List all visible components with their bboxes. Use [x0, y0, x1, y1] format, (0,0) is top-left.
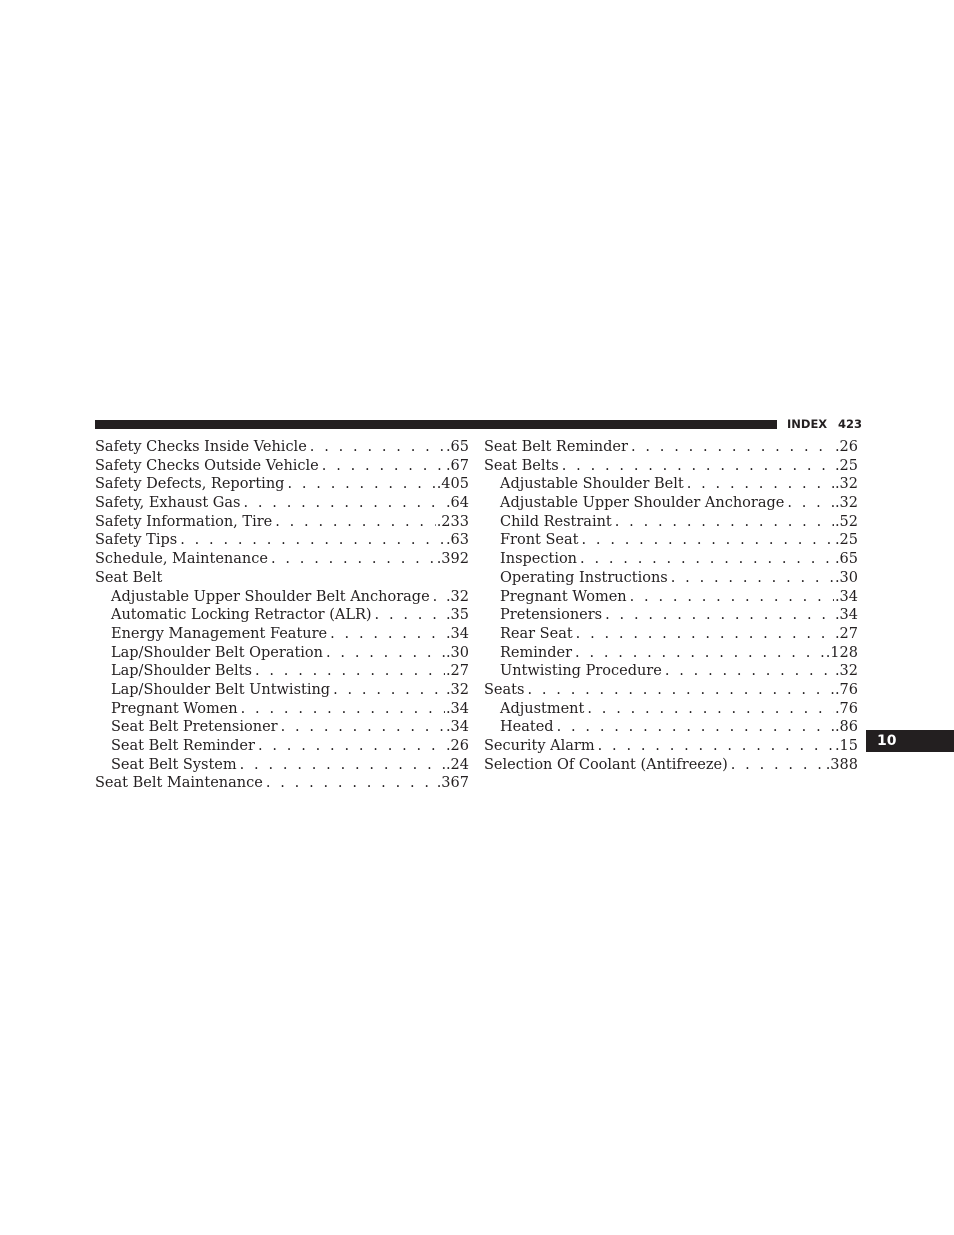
- index-term: Seat Belt Reminder: [484, 439, 628, 455]
- dot-leader: [562, 457, 834, 476]
- index-term: Seat Belt: [95, 569, 163, 586]
- index-subentry: [484, 513, 858, 532]
- index-term: Seat Belt Pretensioner: [111, 719, 278, 736]
- index-term: Reminder: [500, 644, 573, 661]
- index-subentry: [95, 700, 469, 719]
- dot-leader: [731, 756, 825, 775]
- header-rule: [95, 420, 777, 429]
- index-term: Energy Management Feature: [111, 625, 328, 642]
- index-page-ref: .26: [445, 738, 469, 754]
- dot-leader: [271, 550, 436, 569]
- dot-leader: [580, 550, 834, 569]
- index-page-ref: .25: [834, 457, 858, 474]
- index-page-ref: .405: [436, 476, 469, 493]
- index-page-ref: .388: [825, 756, 858, 773]
- index-page-ref: .27: [445, 663, 469, 680]
- dot-leader: [615, 513, 834, 532]
- dot-leader: [255, 662, 445, 681]
- index-term: Operating Instructions: [500, 569, 668, 586]
- index-page-ref: .367: [436, 775, 469, 792]
- index-entry: [95, 513, 469, 532]
- index-page-ref: .35: [445, 607, 469, 624]
- dot-leader: [258, 737, 445, 756]
- index-page-ref: .30: [834, 569, 858, 586]
- index-page-ref: .32: [834, 476, 858, 493]
- index-term: Safety Checks Outside Vehicle: [95, 457, 319, 474]
- dot-leader: [287, 475, 435, 494]
- dot-leader: [587, 700, 834, 719]
- page-number: 423: [838, 417, 863, 431]
- index-subentry: [484, 644, 858, 663]
- index-term: Adjustment: [500, 700, 585, 717]
- dot-leader: [575, 644, 825, 663]
- dot-leader: [598, 737, 834, 756]
- index-term: Seat Belt Maintenance: [95, 775, 263, 792]
- index-column-left: [95, 438, 469, 793]
- index-page-ref: .27: [834, 625, 858, 642]
- index-term: Adjustable Upper Shoulder Anchorage: [500, 495, 785, 512]
- index-page-ref: .34: [445, 700, 469, 717]
- index-entry: [95, 774, 469, 793]
- index-subentry: [95, 718, 469, 737]
- index-page-ref: .34: [445, 625, 469, 642]
- index-subentry: [95, 606, 469, 625]
- index-page-ref: .32: [445, 681, 469, 698]
- index-entry: [95, 475, 469, 494]
- index-term: Seat Belt Reminder: [111, 738, 255, 754]
- dot-leader: [605, 606, 834, 625]
- index-page-ref: .76: [834, 681, 858, 698]
- index-term: Rear Seat: [500, 625, 573, 642]
- index-term: Heated: [500, 719, 554, 736]
- index-entry: [484, 737, 858, 756]
- index-term: Untwisting Procedure: [500, 663, 662, 680]
- index-page-ref: .34: [834, 588, 858, 605]
- index-page-ref: .30: [445, 644, 469, 661]
- index-subentry: [95, 681, 469, 700]
- index-page-ref: .233: [436, 513, 469, 530]
- index-term: Selection Of Coolant (Antifreeze): [484, 756, 728, 773]
- index-term: Lap/Shoulder Belt Operation: [111, 644, 323, 661]
- dot-leader: [326, 644, 445, 663]
- dot-leader: [240, 756, 445, 775]
- dot-leader: [333, 681, 445, 700]
- index-term: Security Alarm: [484, 738, 595, 754]
- chapter-tab: 10: [866, 730, 954, 752]
- index-term: Lap/Shoulder Belts: [111, 663, 252, 680]
- dot-leader: [671, 569, 834, 588]
- index-subentry: [484, 494, 858, 513]
- dot-leader: [281, 718, 445, 737]
- index-term: Adjustable Upper Shoulder Belt Anchorage: [111, 588, 430, 605]
- index-page-ref: .24: [445, 756, 469, 773]
- dot-leader: [630, 588, 834, 607]
- index-subentry: [95, 737, 469, 756]
- index-page-ref: .32: [445, 588, 469, 605]
- index-page-ref: .34: [834, 607, 858, 624]
- index-term: Lap/Shoulder Belt Untwisting: [111, 681, 331, 698]
- index-term: Safety Information, Tire: [95, 513, 273, 530]
- index-subentry: [484, 662, 858, 681]
- dot-leader: [581, 531, 833, 550]
- index-page-ref: .86: [834, 719, 858, 736]
- index-page-ref: .128: [825, 644, 858, 661]
- dot-leader: [787, 494, 834, 513]
- index-subentry: [484, 625, 858, 644]
- index-entry: [484, 457, 858, 476]
- index-page-ref: .32: [834, 663, 858, 680]
- index-term: Safety, Exhaust Gas: [95, 495, 241, 512]
- index-page-ref: .34: [445, 719, 469, 736]
- index-subentry: [484, 588, 858, 607]
- index-term: Inspection: [500, 551, 578, 568]
- index-term: Schedule, Maintenance: [95, 551, 268, 568]
- index-subentry: [484, 718, 858, 737]
- index-term: Safety Defects, Reporting: [95, 476, 285, 493]
- index-entry: [484, 438, 858, 457]
- index-entry: [95, 494, 469, 513]
- index-term: Seats: [484, 681, 525, 698]
- index-term: Pretensioners: [500, 607, 603, 624]
- index-column-right: [484, 438, 858, 774]
- index-page-ref: .26: [834, 439, 858, 455]
- section-title: INDEX: [787, 417, 828, 431]
- index-subentry: [484, 475, 858, 494]
- index-subentry: [95, 756, 469, 775]
- index-page-ref: .64: [445, 495, 469, 512]
- index-term: Seat Belts: [484, 457, 559, 474]
- index-term: Pregnant Women: [500, 588, 627, 605]
- index-entry: [484, 756, 858, 775]
- dot-leader: [275, 513, 435, 532]
- index-term: Front Seat: [500, 532, 579, 549]
- dot-leader: [243, 494, 444, 513]
- dot-leader: [557, 718, 834, 737]
- index-page-ref: .25: [834, 532, 858, 549]
- index-subentry: [484, 606, 858, 625]
- dot-leader: [375, 606, 445, 625]
- index-page-ref: .67: [445, 457, 469, 474]
- dot-leader: [631, 438, 834, 457]
- index-subentry: [484, 550, 858, 569]
- dot-leader: [322, 457, 445, 476]
- index-page-ref: .65: [445, 439, 469, 455]
- dot-leader: [180, 531, 445, 550]
- dot-leader: [665, 662, 834, 681]
- dot-leader: [527, 681, 834, 700]
- index-entry: [484, 681, 858, 700]
- index-subentry: [95, 588, 469, 607]
- dot-leader: [576, 625, 834, 644]
- dot-leader: [433, 588, 445, 607]
- index-term: Child Restraint: [500, 513, 612, 530]
- dot-leader: [310, 438, 445, 457]
- index-page-ref: .52: [834, 513, 858, 530]
- dot-leader: [266, 774, 436, 793]
- index-page-ref: .32: [834, 495, 858, 512]
- index-subentry: [95, 625, 469, 644]
- index-subentry: [484, 531, 858, 550]
- index-term: Seat Belt System: [111, 756, 237, 773]
- index-entry: [95, 550, 469, 569]
- index-subentry: [484, 569, 858, 588]
- index-term: Adjustable Shoulder Belt: [500, 476, 684, 493]
- index-entry: [95, 438, 469, 457]
- index-term: Safety Checks Inside Vehicle: [95, 439, 307, 455]
- index-subentry: [95, 644, 469, 663]
- index-page-ref: .63: [445, 532, 469, 549]
- index-page-ref: .15: [834, 738, 858, 754]
- index-subentry: [95, 662, 469, 681]
- index-entry: [95, 569, 469, 588]
- dot-leader: [687, 475, 834, 494]
- index-page-ref: .65: [834, 551, 858, 568]
- dot-leader: [241, 700, 445, 719]
- index-page-ref: .392: [436, 551, 469, 568]
- index-page-ref: .76: [834, 700, 858, 717]
- index-term: Automatic Locking Retractor (ALR): [111, 607, 372, 624]
- index-term: Safety Tips: [95, 532, 178, 549]
- index-entry: [95, 457, 469, 476]
- dot-leader: [330, 625, 445, 644]
- index-term: Pregnant Women: [111, 700, 238, 717]
- index-entry: [95, 531, 469, 550]
- index-subentry: [484, 700, 858, 719]
